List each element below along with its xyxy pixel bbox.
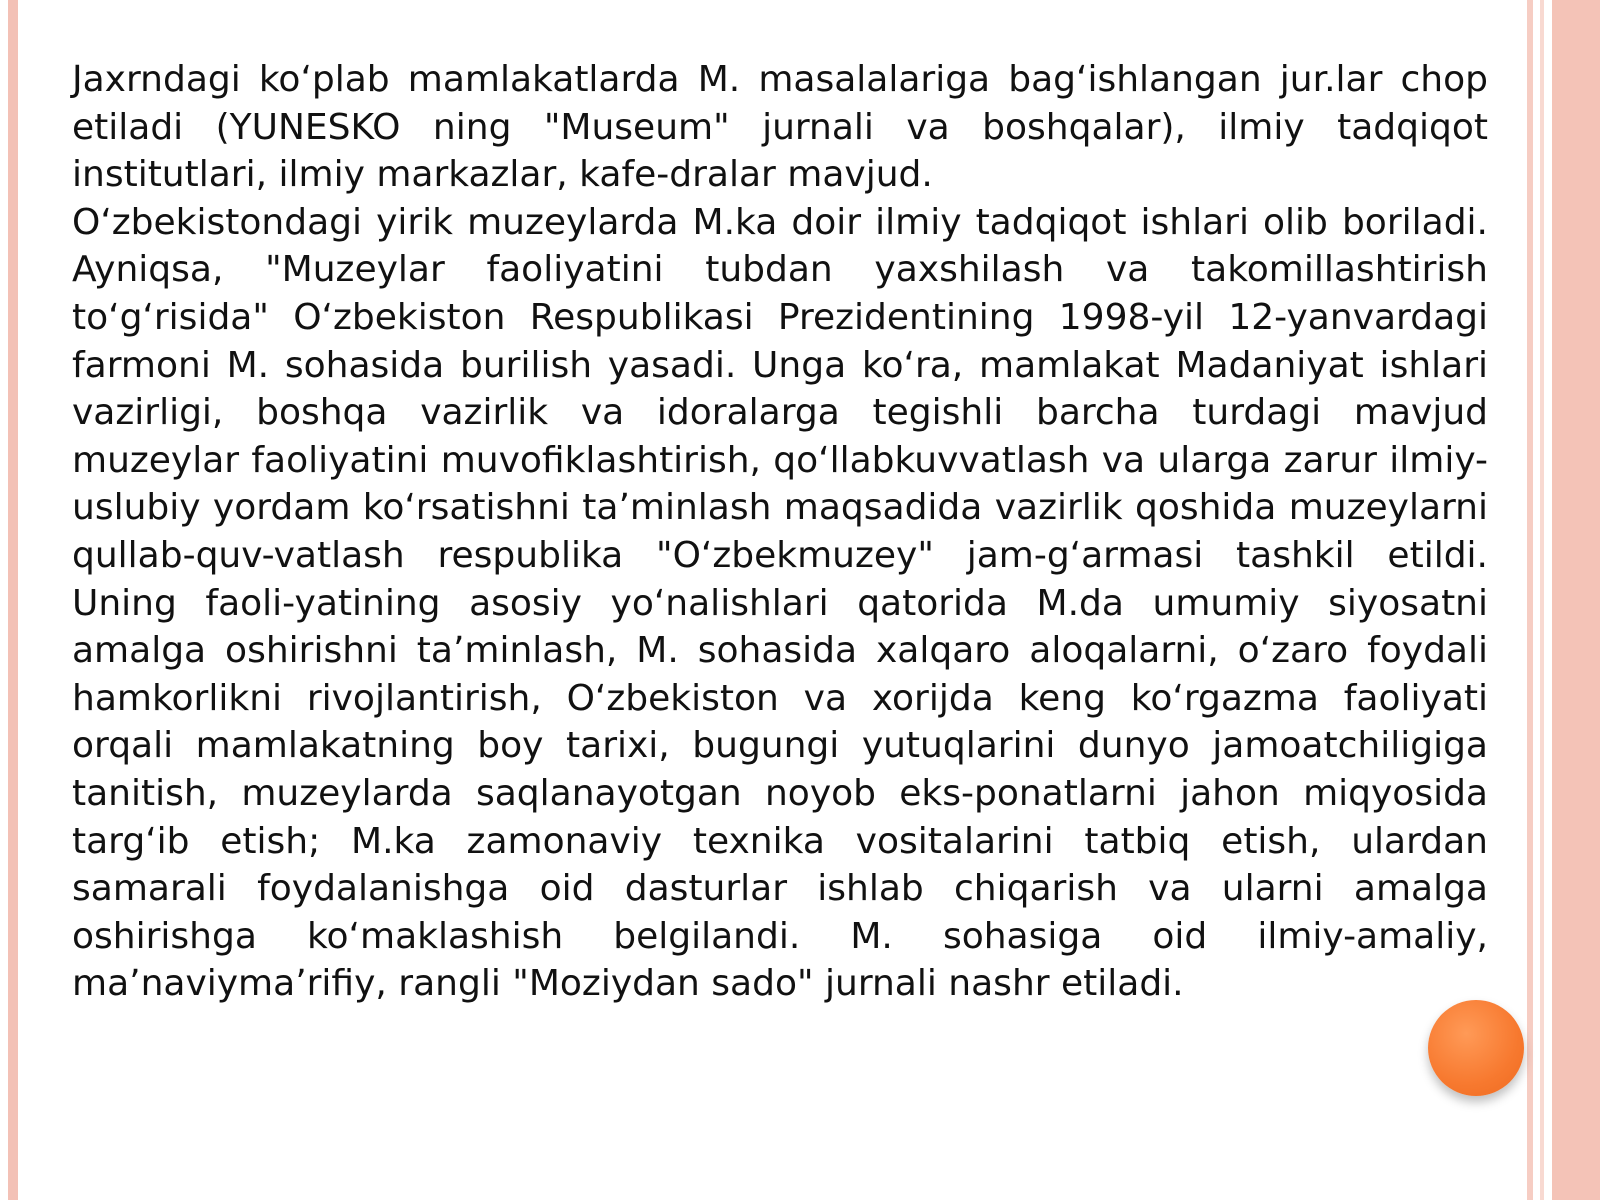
left-accent-stripe <box>8 0 18 1200</box>
paragraph-2: Oʻzbekistondagi yirik muzeylarda M.ka doir ilmiy tadqiqot ishlari olib boriladi. Ayniqsa, "Muzeylar faoliyatini tubdan yaxshilash va takomillashtirish toʻgʻrisida" Oʻzbekiston Respublikasi Prezidentining 1998-yil 12-yanvardagi farmoni M. sohasida burilish yasadi. Unga koʻra, mamlakat Madaniyat ishlari vazirligi, boshqa vazirlik va idoralarga tegishli barcha turdagi mavjud muzeylar faoliyatini muvofiklashtirish, qoʻllabkuvvatlash va ularga zarur ilmiy-uslubiy yordam koʻrsatishni taʼminlash maqsadida vazirlik qoshida muzeylarni qullab-quv-vatlash respublika "Oʻzbekmuzey" jam-gʻarmasi tashkil etildi. Uning faoli-yatining asosiy yoʻnalishlari qatorida M.da umumiy siyosatni amalga oshirishni taʼminlash, M. sohasida xalqaro aloqalarni, oʻzaro foydali hamkorlikni rivojlantirish, Oʻzbekiston va xorijda keng koʻrgazma faoliyati orqali mamlakatning boy tarixi, bugungi yutuqlarini dunyo jamoatchiligiga tanitish, muzeylarda saqlanayotgan noyob eks-ponatlarni jahon miqyosida targʻib etish; M.ka zamonaviy texnika vositalarini tatbiq etish, ulardan samarali foydalanishga oid dasturlar ishlab chiqarish va ularni amalga oshirishga koʻmaklashish belgilandi. M. sohasiga oid ilmiy-amaliy, maʼnaviymaʼrifiy, rangli "Moziydan sado" jurnali nashr etiladi. <box>72 201 1488 1005</box>
orange-circle-icon <box>1428 1000 1524 1096</box>
paragraph-1: Jaxrndagi koʻplab mamlakatlarda M. masalalariga bagʻishlangan jur.lar chop etiladi (YUNESKO ning "Museum" jurnali va boshqalar), ilmiy tadqiqot institutlari, ilmiy markazlar, kafe-dralar mavjud. <box>72 59 1488 196</box>
right-accent-stripe-wide <box>1552 0 1600 1200</box>
right-accent-stripe-thin <box>1527 0 1533 1200</box>
slide-text-body <box>72 56 1488 1008</box>
right-accent-stripe-light <box>1540 0 1544 1200</box>
